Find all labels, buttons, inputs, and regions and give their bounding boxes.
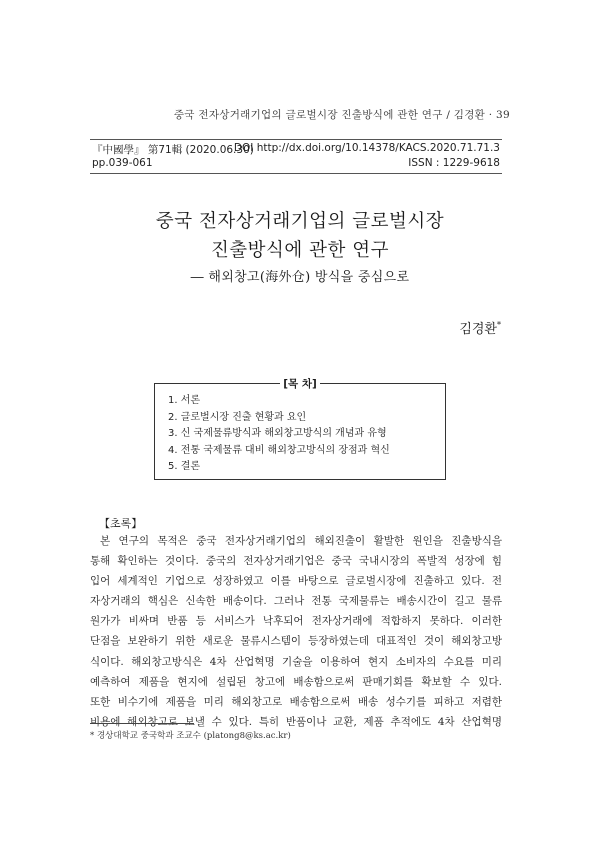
toc-item: 4. 전통 국제물류 대비 해외창고방식의 장점과 혁신 [168,444,390,456]
page-range: pp.039-061 [92,157,153,169]
journal-info [90,142,502,174]
abstract-line: 자상거래의 핵심은 신속한 배송이다. 그러나 전통 국제물류는 배송시간이 길고 물류 [90,595,502,608]
running-header: 중국 전자상거래기업의 글로벌시장 진출방식에 관한 연구 / 김경환 · 39 [173,109,510,121]
journal-info-bottom-rule [90,173,502,174]
author-name: 김경환 [459,322,497,337]
abstract-line: 식이다. 해외창고방식은 4차 산업혁명 기술을 이용하여 현지 소비자의 수요를 미리 [90,655,502,668]
abstract-line: 입어 세계적인 기업으로 성장하였고 이를 바탕으로 글로벌시장에 진출하고 있다. 전 [90,575,502,588]
toc-heading-wrap [155,376,445,391]
abstract-body [90,531,502,732]
toc-item: 5. 결론 [168,461,201,472]
abstract-line: 통해 확인하는 것이다. 중국의 전자상거래기업은 중국 국내시장의 폭발적 성장에 힘 [90,555,502,568]
paper-title-line1: 중국 전자상거래기업의 글로벌시장 [155,211,445,232]
abstract-line: 본 연구의 목적은 중국 전자상거래기업의 해외진출이 활발한 원인을 진출방식을 [100,535,502,547]
footnote-rule [90,723,194,724]
paper-title-line2: 진출방식에 관한 연구 [210,240,390,261]
toc-item: 2. 글로벌시장 진출 현황과 요인 [168,411,307,423]
abstract-line: 비용에 해외창고로 보낼 수 있다. 특히 반품이나 교환, 제품 추적에도 4차 산업혁명 [90,715,502,728]
abstract-label: 【초록】 [99,517,143,530]
abstract-line: 단점을 보완하기 위한 새로운 물류시스템이 등장하였는데 대표적인 것이 해외창고방 [90,635,502,648]
toc-item: 3. 신 국제물류방식과 해외창고방식의 개념과 유형 [168,428,387,439]
journal-name: 『中國學』 第71輯 (2020.06.30) [92,144,254,156]
author-footnote-mark[interactable]: * [497,320,501,330]
doi-link[interactable]: DOI http://dx.doi.org/10.14378/KACS.2020.71.71.3 [233,142,500,154]
issn: ISSN : 1229-9618 [408,157,500,169]
table-of-contents [154,378,446,480]
abstract-line: 예측하여 제품을 현지에 설립된 창고에 배송함으로써 판매기회를 확보할 수 있다. [90,675,502,688]
toc-heading: [목 차] [280,378,320,390]
abstract-line: 원가가 비싸며 반품 등 서비스가 낙후되어 전자상거래에 적합하지 못하다. 이러한 [90,615,502,628]
toc-list [168,393,390,476]
toc-item: 1. 서론 [168,395,201,406]
author-footnote: * 경상대학교 중국학과 조교수 (platong8@ks.ac.kr) [90,731,291,741]
author [459,318,501,337]
paper-subtitle: ― 해외창고(海外仓) 방식을 중심으로 [190,270,410,285]
abstract-line: 또한 비수기에 제품을 미리 해외창고로 배송함으로써 배송 성수기를 피하고 저렴한 [90,695,502,708]
journal-info-top-rule [90,139,502,140]
